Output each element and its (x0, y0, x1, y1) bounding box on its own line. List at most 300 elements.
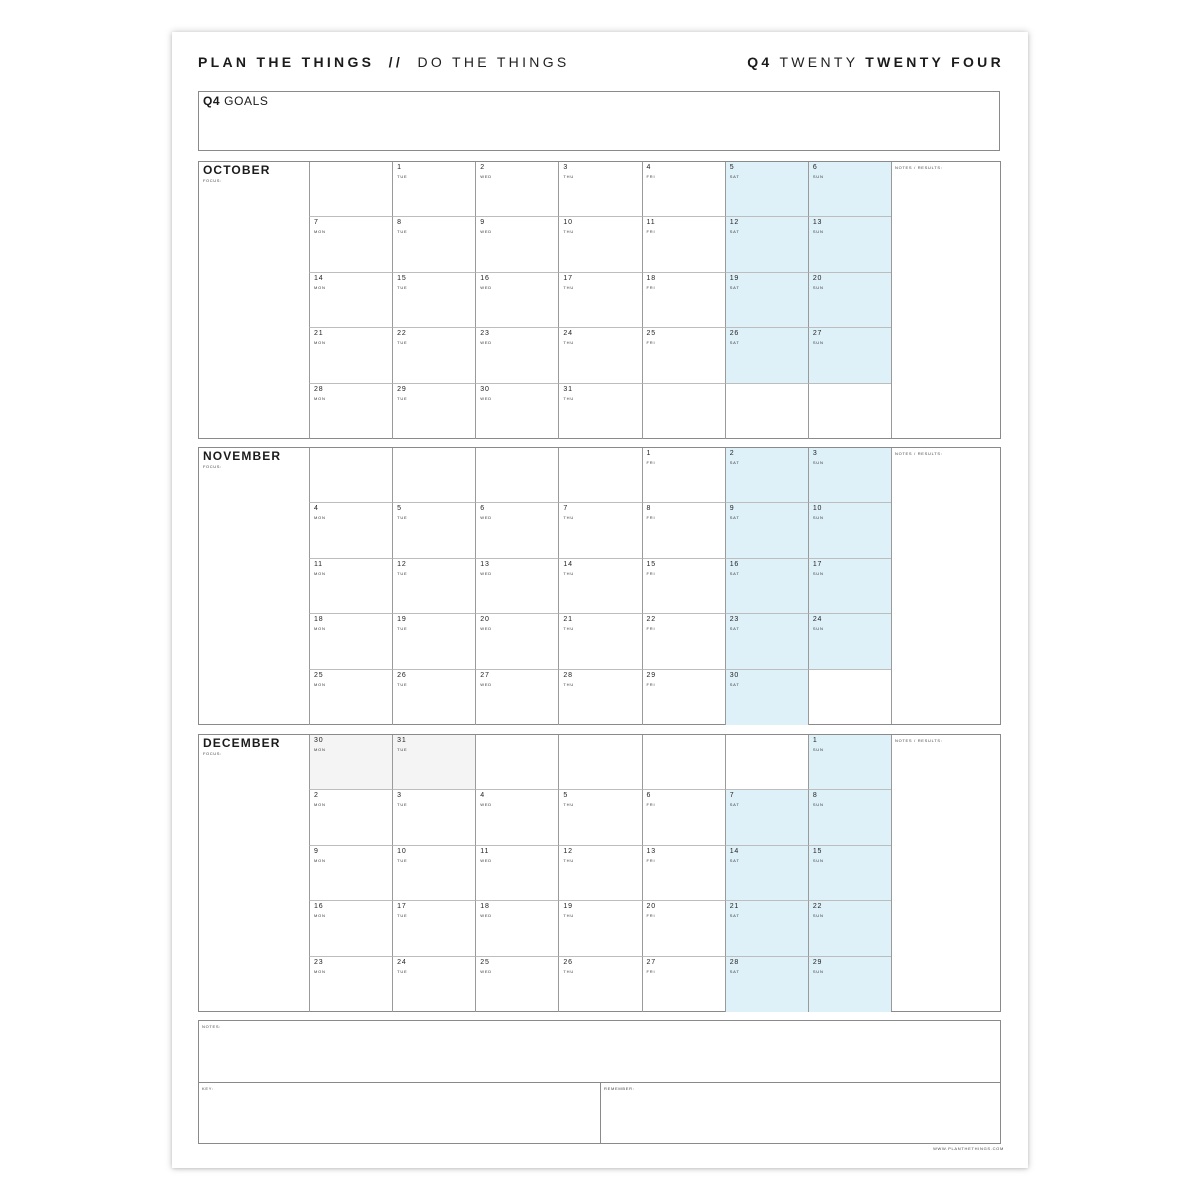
empty-day-cell (808, 384, 891, 439)
day-cell[interactable] (642, 448, 725, 503)
day-cell[interactable] (392, 846, 475, 901)
day-of-week: THU (563, 174, 575, 179)
day-of-week: THU (563, 968, 575, 974)
day-cell[interactable] (725, 790, 808, 845)
day-number: 11 (646, 219, 656, 227)
day-number: 21 (563, 616, 573, 624)
day-cell[interactable] (558, 559, 641, 614)
focus-label: FOCUS: (203, 751, 222, 756)
day-cell[interactable] (642, 670, 725, 725)
day-of-week: FRI (646, 174, 656, 179)
day-of-week: MON (314, 857, 326, 863)
day-cell[interactable] (309, 957, 392, 1012)
day-number: 16 (314, 903, 324, 911)
day-number: 26 (397, 671, 407, 679)
day-cell[interactable] (475, 503, 558, 558)
day-cell[interactable] (558, 790, 641, 845)
focus-label: FOCUS: (203, 178, 222, 183)
day-cell[interactable] (309, 217, 392, 272)
day-of-week: SUN (812, 515, 824, 521)
day-number: 11 (480, 847, 490, 855)
day-of-week: WED (480, 913, 492, 919)
day-cell[interactable] (309, 790, 392, 845)
day-of-week: FRI (646, 681, 656, 687)
day-number: 7 (729, 792, 735, 800)
day-number: 15 (812, 847, 823, 855)
day-of-week: SUN (812, 802, 824, 808)
day-number: 23 (480, 330, 490, 338)
day-of-week: TUE (397, 174, 408, 179)
day-cell[interactable] (558, 614, 641, 669)
day-cell[interactable] (808, 217, 891, 272)
empty-day-cell (558, 448, 641, 503)
empty-day-cell (558, 735, 641, 790)
day-cell[interactable] (725, 503, 808, 558)
day-number: 5 (397, 505, 402, 513)
day-cell[interactable] (475, 901, 558, 956)
day-of-week: FRI (646, 460, 656, 465)
day-number: 14 (729, 847, 740, 855)
day-of-week: MON (314, 395, 326, 401)
day-cell[interactable] (725, 559, 808, 614)
day-cell[interactable] (808, 901, 891, 956)
day-of-week: FRI (646, 968, 656, 974)
day-number: 17 (563, 274, 573, 282)
day-number: 12 (729, 219, 740, 227)
day-cell[interactable] (725, 614, 808, 669)
day-cell[interactable] (392, 901, 475, 956)
day-of-week: MON (314, 570, 326, 576)
day-number: 17 (812, 560, 823, 568)
empty-day-cell (725, 384, 808, 439)
day-of-week: TUE (397, 229, 408, 235)
day-number: 19 (729, 274, 740, 282)
day-number: 27 (480, 671, 490, 679)
day-cell[interactable] (392, 559, 475, 614)
notes-results-column[interactable] (891, 162, 1001, 438)
day-cell[interactable] (475, 790, 558, 845)
day-number: 29 (397, 385, 407, 393)
day-number: 10 (563, 219, 573, 227)
day-of-week: MON (314, 515, 326, 521)
day-number: 11 (314, 560, 323, 568)
day-cell[interactable] (558, 328, 641, 383)
day-cell[interactable] (558, 901, 641, 956)
day-number: 24 (397, 958, 407, 966)
calendar-grid (309, 735, 891, 1011)
day-cell[interactable] (392, 735, 475, 790)
day-cell[interactable] (642, 846, 725, 901)
day-cell[interactable] (392, 273, 475, 328)
day-number: 13 (480, 560, 490, 568)
day-number: 4 (480, 792, 485, 800)
day-of-week: TUE (397, 515, 408, 521)
day-cell[interactable] (808, 448, 891, 503)
day-of-week: SAT (729, 857, 740, 863)
month-block-december (198, 734, 1001, 1012)
day-of-week: TUE (397, 570, 408, 576)
day-of-week: WED (480, 681, 492, 687)
day-of-week: SAT (729, 515, 740, 521)
day-number: 2 (480, 164, 485, 171)
day-of-week: SUN (812, 913, 824, 919)
day-number: 20 (646, 903, 656, 911)
day-cell[interactable] (725, 901, 808, 956)
day-cell[interactable] (309, 503, 392, 558)
day-of-week: SAT (729, 460, 740, 465)
day-of-week: TUE (397, 747, 408, 752)
day-of-week: SAT (729, 913, 740, 919)
day-of-week: TUE (397, 340, 408, 346)
day-cell[interactable] (475, 670, 558, 725)
day-number: 25 (646, 330, 656, 338)
day-of-week: FRI (646, 857, 656, 863)
day-number: 6 (646, 792, 652, 800)
day-of-week: THU (563, 681, 575, 687)
day-cell[interactable] (558, 957, 641, 1012)
key-label: KEY: (202, 1086, 214, 1091)
day-cell[interactable] (309, 901, 392, 956)
day-cell[interactable] (808, 559, 891, 614)
day-number: 15 (397, 274, 407, 282)
day-of-week: FRI (646, 284, 656, 290)
website-url: WWW.PLANTHETHINGS.COM (933, 1146, 1004, 1151)
empty-day-cell (642, 735, 725, 790)
day-of-week: MON (314, 913, 326, 919)
day-cell[interactable] (392, 162, 475, 217)
day-number: 23 (729, 616, 740, 624)
day-cell[interactable] (808, 957, 891, 1012)
day-number: 12 (397, 560, 407, 568)
day-number: 12 (563, 847, 573, 855)
day-cell[interactable] (725, 217, 808, 272)
day-of-week: SUN (812, 626, 824, 632)
day-number: 22 (646, 616, 656, 624)
day-of-week: FRI (646, 913, 656, 919)
day-of-week: WED (480, 857, 492, 863)
day-cell[interactable] (642, 559, 725, 614)
day-number: 31 (397, 737, 407, 744)
day-cell[interactable] (309, 559, 392, 614)
day-of-week: SUN (812, 460, 824, 465)
notes-results-label: NOTES / RESULTS: (895, 738, 943, 743)
day-number: 27 (646, 958, 656, 966)
goals-quarter: Q4 (203, 94, 221, 108)
day-cell[interactable] (642, 503, 725, 558)
day-of-week: SUN (812, 229, 824, 235)
day-number: 3 (397, 792, 402, 800)
day-cell[interactable] (808, 614, 891, 669)
day-cell[interactable] (808, 162, 891, 217)
day-number: 8 (646, 505, 652, 513)
day-of-week: WED (480, 570, 492, 576)
q4-goals-box[interactable] (198, 91, 1000, 151)
day-of-week: THU (563, 570, 575, 576)
calendar-grid (309, 448, 891, 724)
day-number: 19 (563, 903, 573, 911)
day-cell[interactable] (309, 846, 392, 901)
day-number: 24 (812, 616, 823, 624)
day-of-week: SAT (729, 681, 740, 687)
day-number: 7 (314, 219, 319, 227)
empty-day-cell (475, 735, 558, 790)
day-cell[interactable] (309, 614, 392, 669)
day-of-week: SUN (812, 284, 824, 290)
empty-day-cell (309, 448, 392, 503)
day-number: 18 (646, 274, 656, 282)
notes-results-label: NOTES / RESULTS: (895, 165, 943, 170)
day-cell[interactable] (475, 162, 558, 217)
day-of-week: THU (563, 515, 575, 521)
notes-results-label: NOTES / RESULTS: (895, 451, 943, 456)
day-of-week: TUE (397, 395, 408, 401)
day-of-week: SAT (729, 802, 740, 808)
day-cell[interactable] (642, 614, 725, 669)
day-number: 10 (812, 505, 823, 513)
day-number: 20 (480, 616, 490, 624)
empty-day-cell (309, 162, 392, 217)
day-of-week: SUN (812, 340, 824, 346)
day-of-week: MON (314, 340, 326, 346)
day-cell[interactable] (475, 273, 558, 328)
day-of-week: THU (563, 284, 575, 290)
day-number: 29 (812, 958, 823, 966)
bottom-notes-label: NOTES: (202, 1024, 222, 1029)
day-number: 18 (314, 616, 324, 624)
day-cell[interactable] (642, 901, 725, 956)
day-of-week: TUE (397, 284, 408, 290)
day-cell[interactable] (642, 790, 725, 845)
day-cell[interactable] (642, 162, 725, 217)
day-of-week: MON (314, 968, 326, 974)
month-block-november (198, 447, 1001, 725)
empty-day-cell (725, 735, 808, 790)
empty-day-cell (475, 448, 558, 503)
day-of-week: MON (314, 747, 326, 752)
day-cell[interactable] (475, 846, 558, 901)
day-number: 5 (729, 164, 735, 171)
day-cell[interactable] (808, 273, 891, 328)
day-number: 18 (480, 903, 490, 911)
day-cell[interactable] (309, 328, 392, 383)
day-cell[interactable] (725, 273, 808, 328)
day-cell[interactable] (475, 328, 558, 383)
day-cell[interactable] (392, 217, 475, 272)
bottom-notes-panel (198, 1020, 1001, 1144)
day-number: 13 (646, 847, 656, 855)
day-number: 1 (397, 164, 402, 171)
month-name: NOVEMBER (203, 449, 282, 463)
day-of-week: MON (314, 802, 326, 808)
day-number: 9 (480, 219, 485, 227)
day-of-week: MON (314, 626, 326, 632)
day-number: 2 (314, 792, 319, 800)
day-cell[interactable] (392, 670, 475, 725)
day-cell[interactable] (808, 790, 891, 845)
empty-day-cell (392, 448, 475, 503)
day-cell[interactable] (475, 559, 558, 614)
day-of-week: SUN (812, 174, 824, 179)
day-of-week: SAT (729, 626, 740, 632)
day-of-week: WED (480, 395, 492, 401)
day-of-week: THU (563, 626, 575, 632)
day-cell[interactable] (475, 217, 558, 272)
day-number: 21 (729, 903, 740, 911)
q4-goals-label (203, 94, 269, 108)
day-number: 4 (646, 164, 652, 171)
day-of-week: MON (314, 681, 326, 687)
day-cell[interactable] (642, 217, 725, 272)
day-of-week: SAT (729, 968, 740, 974)
notes-results-column[interactable] (891, 448, 1001, 724)
day-cell[interactable] (808, 503, 891, 558)
day-number: 1 (646, 450, 652, 457)
day-of-week: MON (314, 229, 326, 235)
day-cell[interactable] (558, 217, 641, 272)
day-number: 30 (480, 385, 490, 393)
day-of-week: WED (480, 515, 492, 521)
day-cell[interactable] (558, 846, 641, 901)
day-number: 26 (729, 330, 740, 338)
focus-label: FOCUS: (203, 464, 222, 469)
day-number: 8 (812, 792, 818, 800)
day-cell[interactable] (725, 670, 808, 725)
day-cell[interactable] (558, 162, 641, 217)
day-of-week: WED (480, 626, 492, 632)
day-number: 9 (729, 505, 735, 513)
day-of-week: SAT (729, 570, 740, 576)
day-cell[interactable] (309, 670, 392, 725)
day-number: 3 (812, 450, 818, 457)
header-left-title (198, 54, 570, 70)
day-cell[interactable] (392, 790, 475, 845)
day-number: 8 (397, 219, 402, 227)
day-of-week: WED (480, 340, 492, 346)
day-number: 4 (314, 505, 319, 513)
day-cell[interactable] (392, 503, 475, 558)
day-of-week: FRI (646, 626, 656, 632)
day-number: 24 (563, 330, 573, 338)
day-of-week: TUE (397, 626, 408, 632)
day-cell[interactable] (808, 846, 891, 901)
day-number: 28 (314, 385, 324, 393)
day-of-week: WED (480, 968, 492, 974)
month-name: OCTOBER (203, 163, 271, 177)
day-of-week: FRI (646, 340, 656, 346)
day-of-week: MON (314, 284, 326, 290)
notes-results-column[interactable] (891, 735, 1001, 1011)
day-number: 19 (397, 616, 407, 624)
day-cell[interactable] (309, 735, 392, 790)
day-cell[interactable] (642, 328, 725, 383)
day-of-week: WED (480, 284, 492, 290)
day-of-week: TUE (397, 913, 408, 919)
goals-text: GOALS (224, 94, 269, 108)
day-number: 30 (314, 737, 324, 744)
header-year-light: TWENTY (779, 54, 859, 70)
day-cell[interactable] (558, 670, 641, 725)
day-number: 17 (397, 903, 407, 911)
day-number: 23 (314, 958, 324, 966)
day-cell[interactable] (725, 328, 808, 383)
day-number: 14 (314, 274, 324, 282)
day-of-week: TUE (397, 968, 408, 974)
day-cell[interactable] (309, 273, 392, 328)
day-cell[interactable] (725, 448, 808, 503)
day-number: 20 (812, 274, 823, 282)
day-number: 28 (563, 671, 573, 679)
day-cell[interactable] (475, 614, 558, 669)
remember-label: REMEMBER: (604, 1086, 635, 1091)
day-number: 22 (812, 903, 823, 911)
day-number: 2 (729, 450, 735, 457)
day-of-week: THU (563, 802, 575, 808)
header-plan-text: PLAN THE THINGS (198, 54, 375, 70)
day-of-week: SUN (812, 857, 824, 863)
day-cell[interactable] (392, 957, 475, 1012)
day-cell[interactable] (808, 328, 891, 383)
day-of-week: THU (563, 340, 575, 346)
header-do-text: DO THE THINGS (417, 54, 570, 70)
day-of-week: WED (480, 802, 492, 808)
day-number: 16 (480, 274, 490, 282)
day-cell[interactable] (725, 957, 808, 1012)
day-cell[interactable] (558, 503, 641, 558)
day-of-week: FRI (646, 802, 656, 808)
day-number: 30 (729, 671, 740, 679)
day-of-week: TUE (397, 857, 408, 863)
day-of-week: THU (563, 395, 575, 401)
day-of-week: WED (480, 229, 492, 235)
day-of-week: THU (563, 913, 575, 919)
day-cell[interactable] (642, 273, 725, 328)
empty-day-cell (808, 670, 891, 725)
day-cell[interactable] (475, 957, 558, 1012)
day-cell[interactable] (642, 957, 725, 1012)
day-cell[interactable] (392, 614, 475, 669)
day-number: 29 (646, 671, 656, 679)
day-cell[interactable] (392, 384, 475, 439)
header-quarter: Q4 (747, 54, 773, 70)
day-of-week: THU (563, 857, 575, 863)
day-cell[interactable] (558, 273, 641, 328)
day-cell[interactable] (475, 384, 558, 439)
day-number: 7 (563, 505, 569, 513)
day-of-week: SUN (812, 570, 824, 576)
day-cell[interactable] (558, 384, 641, 439)
day-number: 16 (729, 560, 740, 568)
day-number: 13 (812, 219, 823, 227)
day-number: 25 (314, 671, 324, 679)
day-cell[interactable] (392, 328, 475, 383)
day-cell[interactable] (725, 846, 808, 901)
day-number: 5 (563, 792, 569, 800)
day-number: 21 (314, 330, 324, 338)
month-name: DECEMBER (203, 736, 281, 750)
day-number: 3 (563, 164, 569, 171)
day-number: 25 (480, 958, 490, 966)
day-of-week: SAT (729, 229, 740, 235)
calendar-grid (309, 162, 891, 438)
day-of-week: SAT (729, 284, 740, 290)
day-of-week: SAT (729, 340, 740, 346)
header-year-bold: TWENTY FOUR (865, 54, 1004, 70)
day-cell[interactable] (725, 162, 808, 217)
day-of-week: FRI (646, 570, 656, 576)
day-number: 27 (812, 330, 823, 338)
day-cell[interactable] (808, 735, 891, 790)
day-cell[interactable] (309, 384, 392, 439)
